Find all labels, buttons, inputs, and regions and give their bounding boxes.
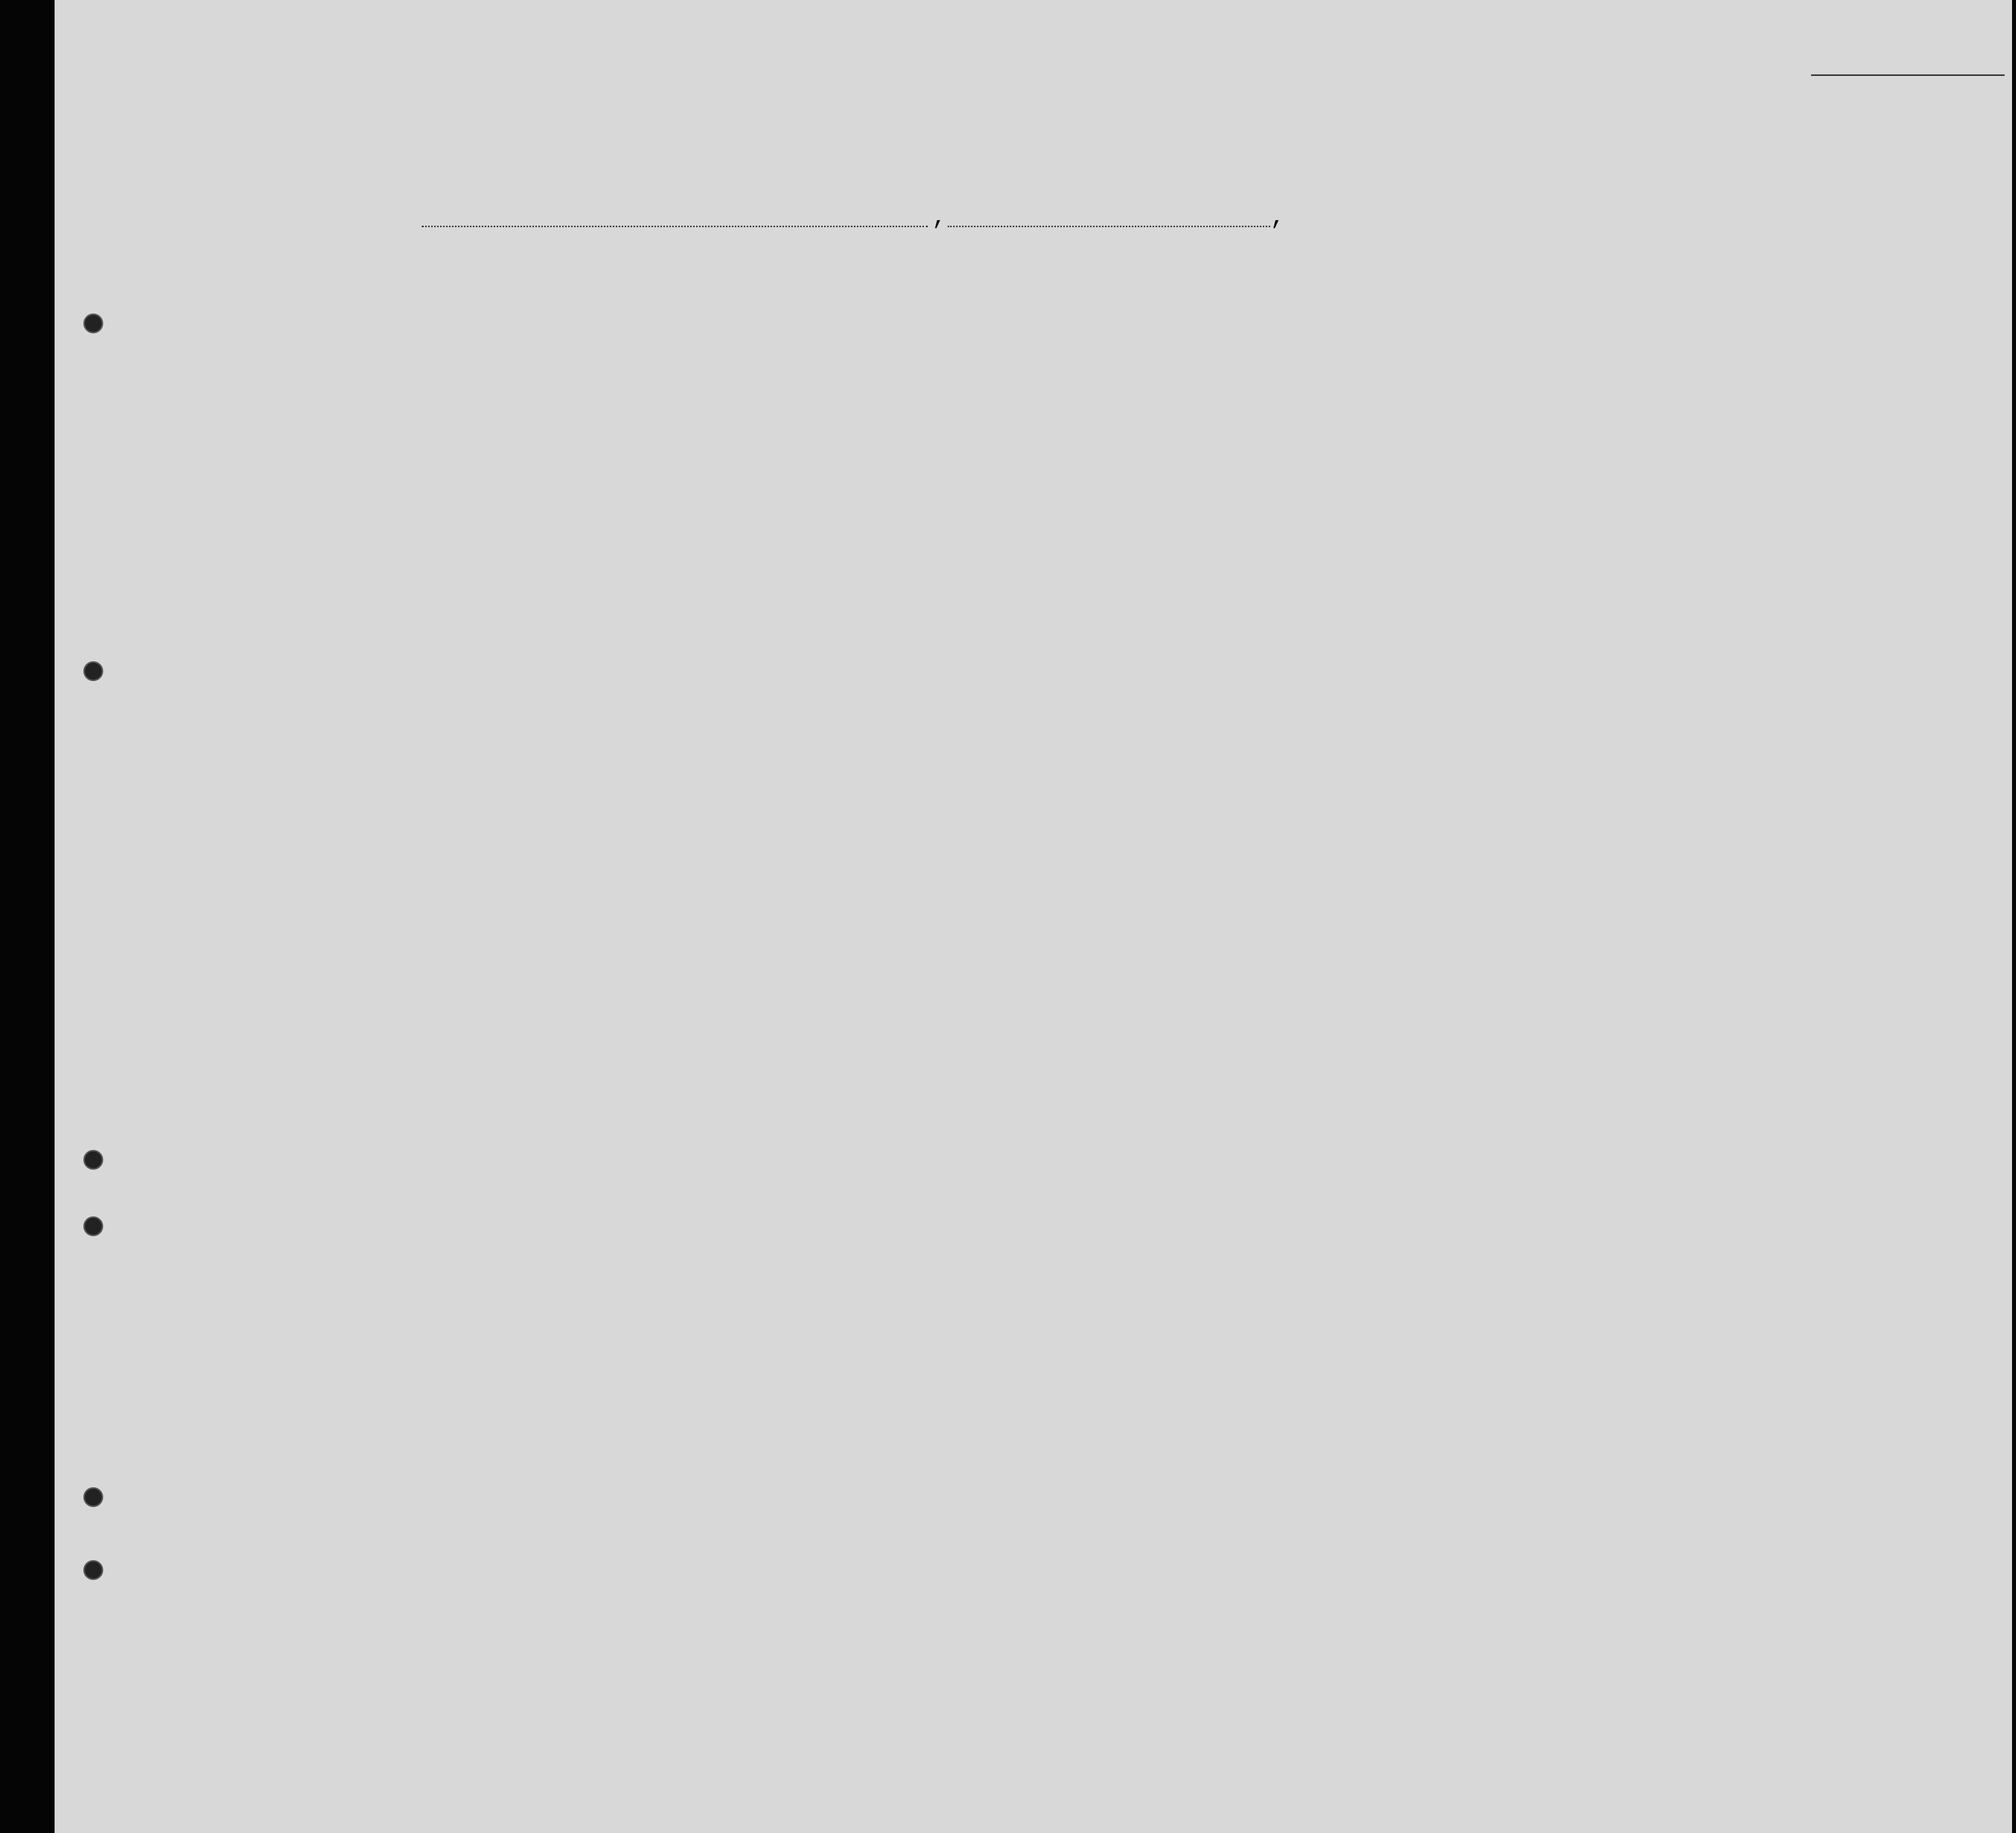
comma: , <box>932 203 947 232</box>
punch-hole <box>83 661 103 681</box>
port-dotline <box>422 226 928 227</box>
punch-hole <box>83 1487 103 1507</box>
punch-hole <box>83 1216 103 1236</box>
punch-hole <box>83 1150 103 1170</box>
manifest-table <box>118 247 2016 1634</box>
punch-hole <box>83 314 103 333</box>
comma: , <box>1270 203 1286 232</box>
manifest-sheet <box>55 0 2012 1833</box>
punch-hole <box>83 1560 103 1580</box>
date-dotline <box>948 226 1270 227</box>
list-number-line <box>1811 74 2005 76</box>
